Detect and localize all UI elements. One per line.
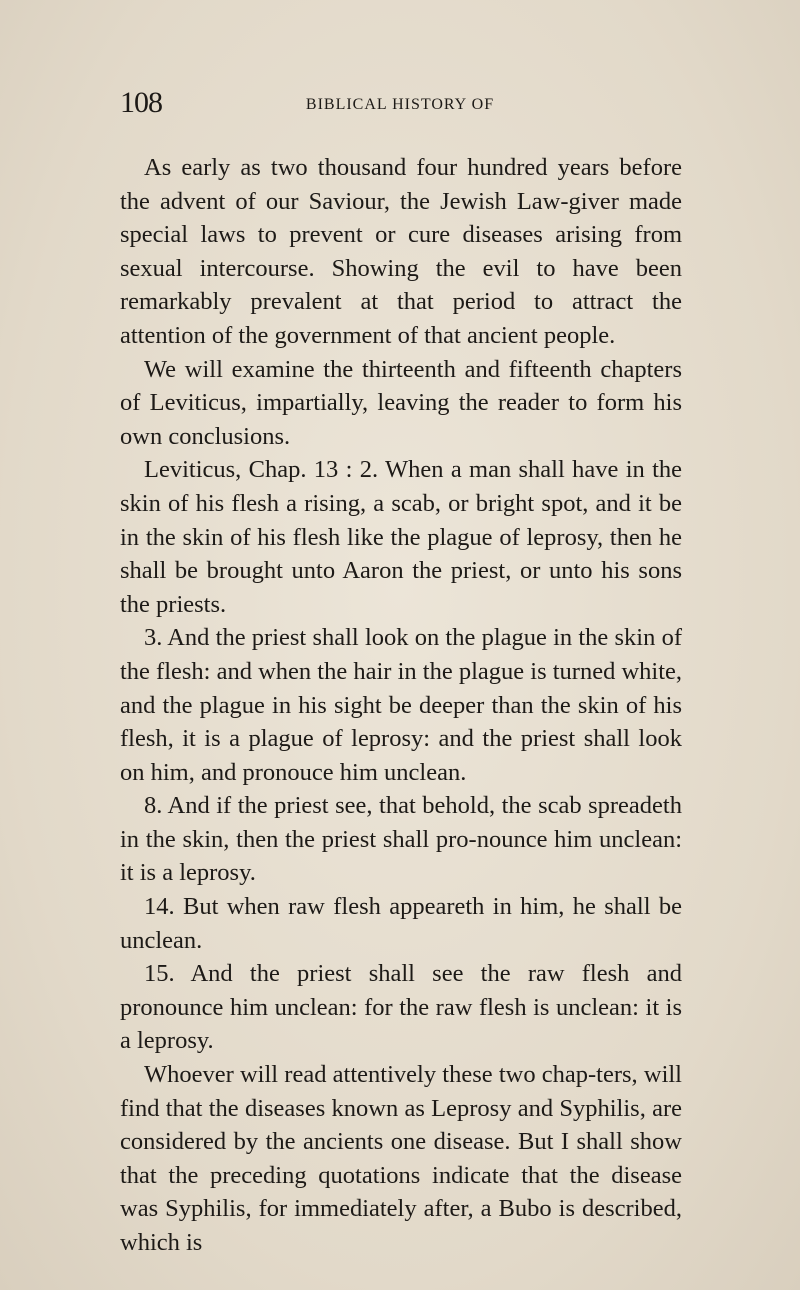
body-text xyxy=(120,151,682,1260)
running-head: BIBLICAL HISTORY OF xyxy=(305,96,495,113)
paragraph: 8. And if the priest see, that behold, the scab spreadeth in the skin, then the priest shall pro-nounce him unclean: it is a leprosy. xyxy=(120,792,682,887)
paragraph: Leviticus, Chap. 13 : 2. When a man shall have in the skin of his flesh a rising, a scab, or bright spot, and it be in the skin of his flesh like the plague of leprosy, then he shall be brought unto Aaron the priest, or unto his sons the priests. xyxy=(120,456,682,618)
page-number: 108 xyxy=(120,86,162,119)
paragraph: As early as two thousand four hundred years before the advent of our Saviour, the Jewish Law-giver made special laws to prevent or cure diseases arising from sexual intercourse. Showing the evil to have been remarkably prevalent at that period to attract the attention of the government of that ancient people. xyxy=(120,154,682,349)
paragraph: 14. But when raw flesh appeareth in him, he shall be unclean. xyxy=(120,893,682,954)
paragraph: 15. And the priest shall see the raw flesh and pronounce him unclean: for the raw flesh is unclean: it is a leprosy. xyxy=(120,960,682,1055)
paragraph: Whoever will read attentively these two chap-ters, will find that the diseases known as Leprosy and Syphilis, are considered by the ancients one disease. But I shall show that the preceding quotations indicate that the disease was Syphilis, for immediately after, a Bubo is described, which is xyxy=(120,1061,682,1256)
paragraph: We will examine the thirteenth and fifteenth chapters of Leviticus, impartially, leaving the reader to form his own conclusions. xyxy=(120,355,682,450)
paragraph: 3. And the priest shall look on the plague in the skin of the flesh: and when the hair in the plague is turned white, and the plague in his sight be deeper than the skin of his flesh, it is a plague of leprosy: and the priest shall look on him, and pronouce him unclean. xyxy=(120,624,682,786)
page-header xyxy=(120,88,680,118)
